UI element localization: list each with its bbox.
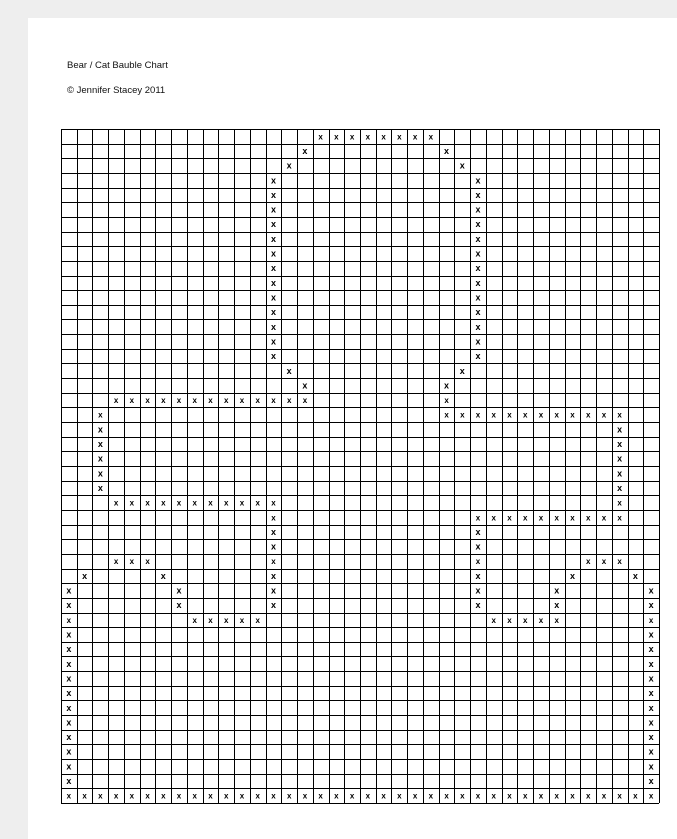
stitch-mark: x [570, 791, 575, 801]
stitch-mark: x [270, 541, 276, 552]
stitch-mark: x [334, 791, 339, 801]
stitch-mark: x [270, 570, 276, 581]
stitch-mark: x [585, 557, 591, 567]
stitch-mark: x [145, 396, 150, 406]
stitch-mark: x [412, 132, 418, 142]
stitch-mark: x [617, 498, 622, 508]
stitch-mark: x [208, 498, 213, 508]
stitch-mark: x [648, 673, 654, 684]
stitch-mark: x [192, 791, 197, 801]
stitch-mark: x [224, 791, 229, 801]
stitch-mark: x [538, 410, 544, 420]
stitch-mark: x [617, 482, 623, 493]
stitch-mark: x [648, 732, 654, 743]
stitch-mark: x [475, 248, 481, 259]
stitch-mark: x [617, 410, 622, 420]
stitch-mark: x [475, 233, 481, 244]
stitch-mark: x [648, 585, 654, 596]
stitch-mark: x [648, 702, 654, 713]
stitch-mark: x [648, 791, 654, 801]
stitch-mark: x [97, 439, 103, 450]
stitch-mark: x [570, 410, 575, 420]
stitch-mark: x [239, 615, 245, 625]
stitch-mark: x [145, 791, 150, 801]
stitch-mark: x [192, 396, 197, 406]
stitch-mark: x [475, 204, 481, 215]
stitch-mark: x [585, 791, 591, 801]
stitch-mark: x [491, 513, 496, 523]
stitch-mark: x [98, 791, 103, 801]
stitch-mark: x [475, 351, 481, 362]
stitch-mark: x [428, 791, 434, 801]
stitch-mark: x [648, 629, 654, 640]
stitch-mark: x [97, 482, 103, 493]
stitch-mark: x [271, 396, 276, 406]
stitch-mark: x [554, 585, 560, 596]
stitch-mark: x [507, 615, 512, 625]
stitch-mark: x [617, 557, 622, 567]
stitch-mark: x [444, 145, 450, 156]
stitch-mark: x [334, 132, 339, 142]
stitch-mark: x [648, 644, 654, 655]
stitch-mark: x [129, 396, 135, 406]
stitch-mark: x [554, 410, 559, 420]
stitch-mark: x [554, 600, 560, 611]
stitch-mark: x [224, 396, 229, 406]
stitch-mark: x [255, 615, 260, 625]
stitch-mark: x [97, 424, 103, 435]
stitch-mark: x [459, 160, 465, 171]
copyright-notice: © Jennifer Stacey 2011 [67, 85, 166, 96]
stitch-mark: x [475, 189, 481, 200]
stitch-mark: x [475, 585, 481, 596]
stitch-mark: x [286, 791, 292, 801]
stitch-mark: x [302, 145, 308, 156]
stitch-mark: x [224, 615, 229, 625]
stitch-mark: x [98, 410, 103, 420]
stitch-mark: x [648, 658, 654, 669]
stitch-mark: x [475, 791, 481, 801]
stitch-mark: x [66, 673, 72, 684]
stitch-mark: x [271, 513, 276, 523]
stitch-mark: x [601, 410, 607, 420]
stitch-mark: x [239, 791, 245, 801]
stitch-mark: x [270, 336, 276, 347]
stitch-mark: x [208, 791, 213, 801]
stitch-mark: x [633, 791, 638, 801]
stitch-mark: x [176, 600, 182, 611]
stitch-mark: x [270, 277, 276, 288]
stitch-mark: x [192, 498, 197, 508]
stitch-mark: x [523, 513, 528, 523]
stitch-mark: x [66, 746, 72, 757]
stitch-mark: x [381, 132, 386, 142]
stitch-mark: x [475, 307, 481, 318]
stitch-mark: x [113, 791, 119, 801]
stitch-mark: x [444, 410, 449, 420]
stitch-mark: x [491, 615, 496, 625]
stitch-mark: x [475, 410, 481, 420]
stitch-mark: x [475, 526, 481, 537]
stitch-mark: x [475, 219, 481, 230]
stitch-mark: x [66, 702, 72, 713]
stitch-mark: x [554, 791, 559, 801]
stitch-mark: x [66, 791, 72, 801]
stitch-mark: x [585, 513, 591, 523]
stitch-mark: x [66, 776, 72, 787]
stitch-mark: x [648, 746, 654, 757]
stitch-mark: x [523, 410, 528, 420]
stitch-mark: x [270, 175, 276, 186]
stitch-mark: x [349, 132, 355, 142]
stitch-mark: x [271, 791, 276, 801]
stitch-mark: x [113, 396, 119, 406]
stitch-mark: x [617, 513, 622, 523]
stitch-mark: x [66, 761, 72, 772]
stitch-mark: x [507, 410, 512, 420]
stitch-mark: x [397, 791, 402, 801]
stitch-mark: x [270, 204, 276, 215]
stitch-grid [61, 129, 659, 803]
stitch-mark: x [270, 307, 276, 318]
stitch-mark: x [66, 615, 72, 625]
stitch-mark: x [428, 132, 434, 142]
document-page [28, 18, 677, 839]
stitch-mark: x [475, 292, 481, 303]
stitch-mark: x [507, 791, 512, 801]
stitch-mark: x [475, 513, 481, 523]
stitch-mark: x [176, 791, 182, 801]
stitch-mark: x [255, 791, 260, 801]
stitch-mark: x [617, 439, 623, 450]
stitch-mark: x [648, 717, 654, 728]
stitch-mark: x [460, 410, 465, 420]
stitch-mark: x [239, 498, 245, 508]
stitch-mark: x [97, 468, 103, 479]
stitch-mark: x [632, 570, 638, 581]
stitch-mark: x [224, 498, 229, 508]
stitch-mark: x [475, 600, 481, 611]
stitch-mark: x [475, 277, 481, 288]
stitch-mark: x [255, 498, 260, 508]
stitch-mark: x [270, 263, 276, 274]
stitch-mark: x [554, 513, 559, 523]
grid-lines [61, 129, 660, 804]
stitch-mark: x [270, 351, 276, 362]
stitch-mark: x [270, 600, 276, 611]
stitch-mark: x [286, 396, 292, 406]
stitch-mark: x [113, 498, 119, 508]
stitch-mark: x [475, 557, 481, 567]
stitch-mark: x [176, 498, 182, 508]
stitch-mark: x [648, 776, 654, 787]
stitch-mark: x [318, 791, 323, 801]
stitch-mark: x [538, 791, 544, 801]
stitch-mark: x [617, 453, 623, 464]
stitch-mark: x [286, 160, 292, 171]
stitch-mark: x [365, 132, 371, 142]
stitch-mark: x [507, 513, 512, 523]
stitch-mark: x [161, 791, 166, 801]
stitch-mark: x [129, 498, 135, 508]
stitch-mark: x [601, 791, 607, 801]
stitch-mark: x [523, 615, 528, 625]
stitch-mark: x [145, 557, 150, 567]
stitch-mark: x [113, 557, 119, 567]
stitch-mark: x [271, 498, 276, 508]
stitch-mark: x [66, 600, 72, 611]
stitch-mark: x [601, 557, 607, 567]
stitch-mark: x [444, 791, 449, 801]
stitch-mark: x [538, 615, 544, 625]
stitch-mark: x [444, 380, 450, 391]
stitch-mark: x [161, 498, 166, 508]
stitch-mark: x [318, 132, 323, 142]
stitch-mark: x [270, 248, 276, 259]
stitch-mark: x [475, 263, 481, 274]
stitch-mark: x [176, 396, 182, 406]
stitch-mark: x [192, 615, 197, 625]
stitch-mark: x [475, 175, 481, 186]
stitch-mark: x [412, 791, 418, 801]
stitch-mark: x [302, 380, 308, 391]
stitch-mark: x [176, 585, 182, 596]
stitch-mark: x [570, 513, 575, 523]
stitch-mark: x [554, 615, 559, 625]
stitch-mark: x [523, 791, 528, 801]
stitch-mark: x [208, 396, 213, 406]
stitch-mark: x [270, 292, 276, 303]
stitch-mark: x [66, 688, 72, 699]
stitch-mark: x [538, 513, 544, 523]
stitch-mark: x [302, 396, 308, 406]
stitch-mark: x [239, 396, 245, 406]
stitch-mark: x [145, 498, 150, 508]
stitch-mark: x [365, 791, 371, 801]
stitch-mark: x [302, 791, 308, 801]
stitch-mark: x [585, 410, 591, 420]
stitch-mark: x [617, 424, 623, 435]
stitch-mark: x [459, 365, 465, 376]
stitch-mark: x [270, 321, 276, 332]
stitch-mark: x [648, 761, 654, 772]
stitch-mark: x [129, 557, 135, 567]
stitch-mark: x [160, 570, 166, 581]
stitch-mark: x [270, 526, 276, 537]
stitch-mark: x [66, 629, 72, 640]
stitch-mark: x [255, 396, 260, 406]
stitch-mark: x [270, 233, 276, 244]
stitch-mark: x [66, 732, 72, 743]
stitch-mark: x [648, 688, 654, 699]
stitch-mark: x [569, 570, 575, 581]
chart-title: Bear / Cat Bauble Chart [67, 60, 168, 71]
stitch-mark: x [491, 791, 496, 801]
stitch-mark: x [129, 791, 135, 801]
stitch-mark: x [617, 791, 622, 801]
stitch-mark: x [97, 453, 103, 464]
stitch-mark: x [648, 600, 654, 611]
stitch-mark: x [648, 615, 654, 625]
stitch-mark: x [397, 132, 402, 142]
stitch-mark: x [82, 791, 87, 801]
stitch-mark: x [617, 468, 623, 479]
stitch-mark: x [381, 791, 386, 801]
stitch-mark: x [66, 717, 72, 728]
stitch-mark: x [161, 396, 166, 406]
stitch-mark: x [82, 570, 88, 581]
stitch-mark: x [66, 658, 72, 669]
stitch-mark: x [475, 336, 481, 347]
stitch-mark: x [286, 365, 292, 376]
stitch-mark: x [475, 570, 481, 581]
stitch-mark: x [208, 615, 213, 625]
stitch-mark: x [475, 541, 481, 552]
stitch-mark: x [444, 396, 449, 406]
stitch-mark: x [270, 585, 276, 596]
stitch-mark: x [270, 189, 276, 200]
stitch-mark: x [491, 410, 496, 420]
stitch-mark: x [270, 219, 276, 230]
stitch-mark: x [601, 513, 607, 523]
stitch-mark: x [460, 791, 465, 801]
stitch-mark: x [66, 644, 72, 655]
stitch-mark: x [349, 791, 355, 801]
stitch-mark: x [475, 321, 481, 332]
stitch-mark: x [66, 585, 72, 596]
stitch-mark: x [271, 557, 276, 567]
